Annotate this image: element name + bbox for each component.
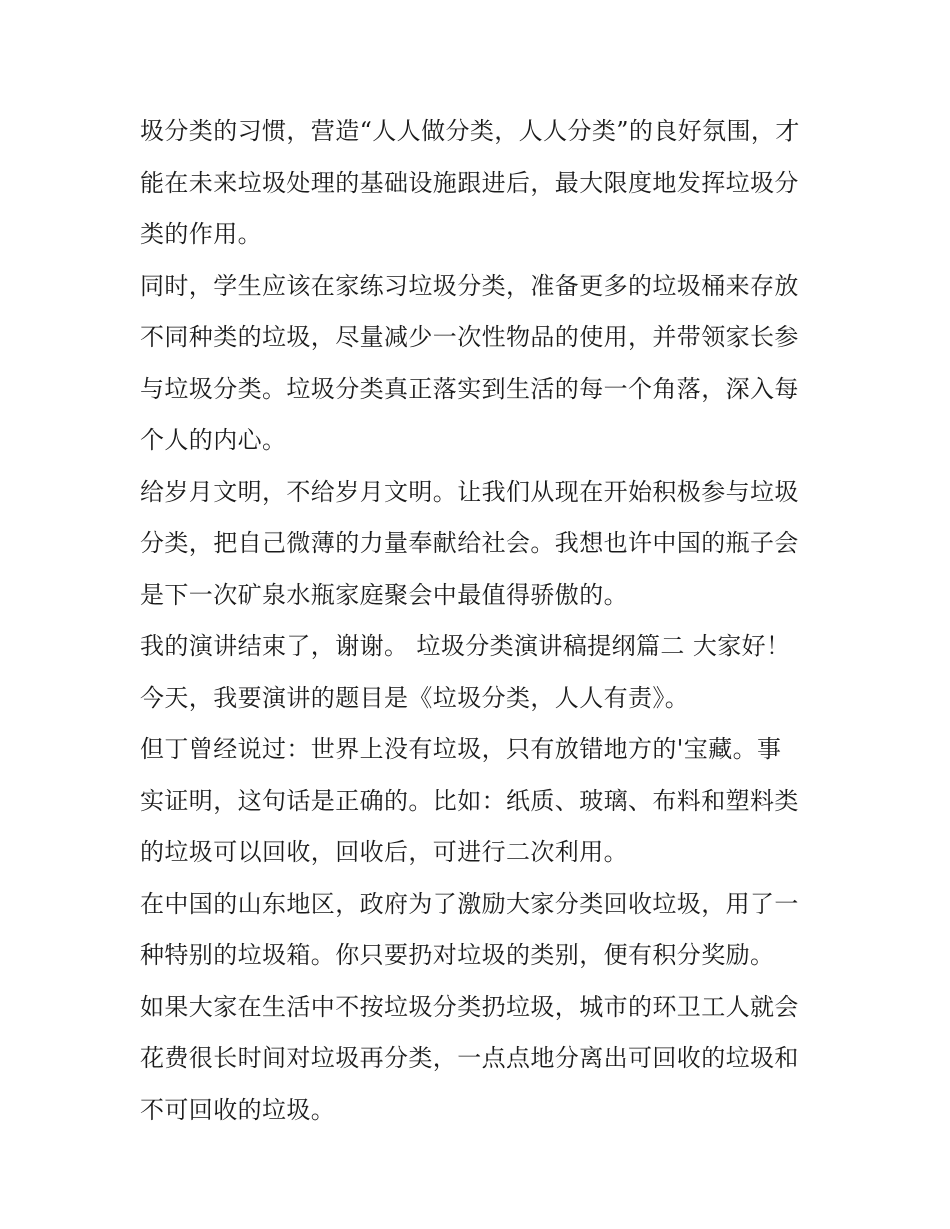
paragraph xyxy=(140,106,820,261)
paragraph xyxy=(140,621,820,673)
text-line: 不可回收的垃圾。 xyxy=(140,1095,336,1124)
paragraph xyxy=(140,261,820,467)
paragraph xyxy=(140,879,820,982)
text-line: 同时，学生应该在家练习垃圾分类，准备更多的垃圾桶来存放 xyxy=(140,271,799,300)
text-line: 实证明，这句话是正确的。比如：纸质、玻璃、布料和塑料类 xyxy=(140,786,799,815)
text-line: 能在未来垃圾处理的基础设施跟进后，最大限度地发挥垃圾分 xyxy=(140,168,799,197)
text-line: 是下一次矿泉水瓶家庭聚会中最值得骄傲的。 xyxy=(140,580,628,609)
text-line: 花费很长时间对垃圾再分类，一点点地分离出可回收的垃圾和 xyxy=(140,1044,799,1072)
text-line: 种特别的垃圾箱。你只要扔对垃圾的类别，便有积分奖励。 xyxy=(140,941,775,969)
text-line: 的垃圾可以回收，回收后，可进行二次利用。 xyxy=(140,838,628,866)
text-line: 我的演讲结束了，谢谢。 垃圾分类演讲稿提纲篇二 大家好！ xyxy=(140,632,791,660)
text-line: 在中国的山东地区，政府为了激励大家分类回收垃圾，用了一 xyxy=(140,889,799,918)
text-line: 分类，把自己微薄的力量奉献给社会。我想也许中国的瓶子会 xyxy=(140,529,799,557)
text-line: 不同种类的垃圾，尽量减少一次性物品的使用，并带领家长参 xyxy=(140,323,799,351)
text-line: 今天，我要演讲的题目是《垃圾分类，人人有责》。 xyxy=(140,683,690,712)
document-body xyxy=(140,106,820,1136)
paragraph xyxy=(140,982,820,1137)
text-line: 但丁曾经说过：世界上没有垃圾，只有放错地方的'宝藏。事 xyxy=(140,735,782,763)
text-line: 类的作用。 xyxy=(140,220,262,248)
text-line: 给岁月文明，不给岁月文明。让我们从现在开始积极参与垃圾 xyxy=(140,477,799,506)
text-line: 与垃圾分类。垃圾分类真正落实到生活的每一个角落，深入每 xyxy=(140,374,799,403)
paragraph xyxy=(140,673,820,725)
paragraph xyxy=(140,724,820,879)
text-line: 个人的内心。 xyxy=(140,426,287,454)
text-line: 圾分类的习惯，营造“人人做分类，人人分类”的良好氛围，才 xyxy=(140,117,800,145)
paragraph xyxy=(140,467,820,622)
text-line: 如果大家在生活中不按垃圾分类扔垃圾，城市的环卫工人就会 xyxy=(140,992,799,1021)
